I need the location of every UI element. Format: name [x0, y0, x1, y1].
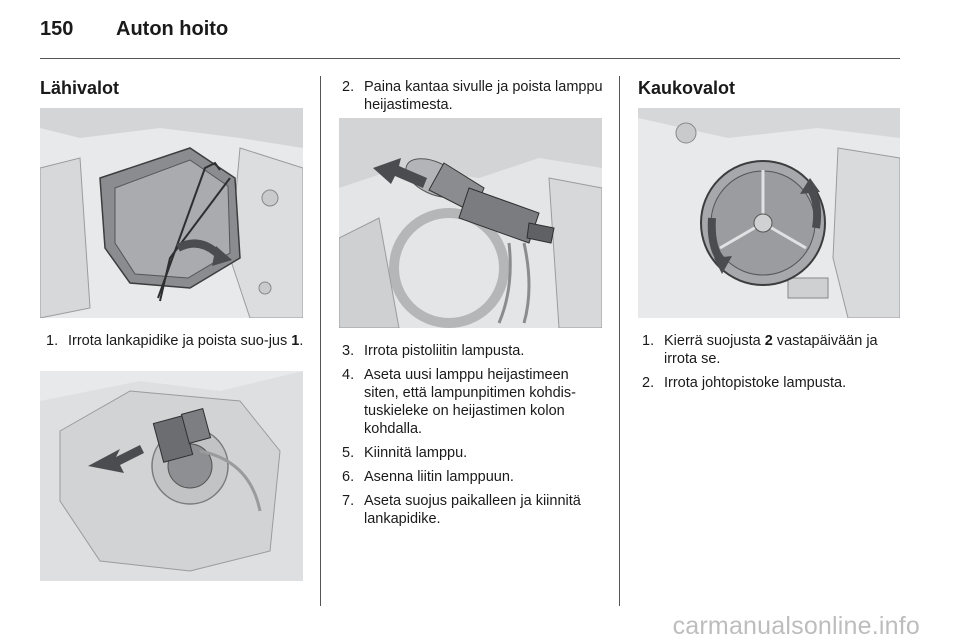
figure-low-beam-bulb	[40, 371, 303, 581]
middle-steps-top	[342, 78, 604, 120]
page-number: 150	[40, 18, 74, 40]
section-title-high-beam: Kaukovalot	[638, 78, 736, 98]
left-steps	[46, 332, 308, 356]
figure-bulb-removal	[339, 118, 602, 328]
list-item: 1. Irrota lankapidike ja poista suo-jus 1.	[46, 333, 304, 349]
list-item: 5. Kiinnitä lamppu.	[342, 445, 468, 461]
list-item: 1. Kierrä suojusta 2 vastapäivään ja irrota se.	[642, 333, 878, 367]
list-item: 7. Aseta suojus paikalleen ja kiinnitä lankapidike.	[342, 493, 581, 527]
column-divider-1	[320, 76, 321, 606]
figure-low-beam-cover	[40, 108, 303, 318]
header-rule	[40, 58, 900, 59]
column-divider-2	[619, 76, 620, 606]
chapter-title: Auton hoito	[116, 18, 229, 40]
list-item: 2. Irrota johtopistoke lampusta.	[642, 375, 847, 391]
list-item: 4. Aseta uusi lamppu heijastimeen siten, että lampunpitimen kohdis-tuskieleke on heijastimen kolon kohdalla.	[342, 367, 576, 437]
middle-steps-bottom	[342, 342, 604, 534]
watermark: carmanualsonline.info	[672, 612, 920, 640]
list-item: 2. Paina kantaa sivulle ja poista lamppu heijastimesta.	[342, 79, 603, 113]
section-title-low-beam: Lähivalot	[40, 78, 120, 98]
figure-high-beam-cover	[638, 108, 900, 318]
list-item: 6. Asenna liitin lamppuun.	[342, 469, 514, 485]
right-steps	[642, 332, 904, 398]
list-item: 3. Irrota pistoliitin lampusta.	[342, 343, 525, 359]
page-header	[40, 18, 228, 41]
